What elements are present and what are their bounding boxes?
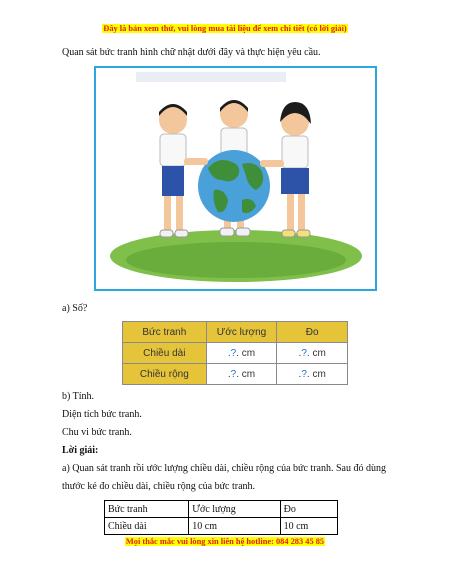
perimeter-item: Chu vi bức tranh.	[62, 427, 132, 438]
header-cell: Ước lượng	[206, 322, 277, 343]
preview-banner-text: Đây là bản xem thử, vui lòng mua tài liệu để xem chi tiết (có lời giải)	[103, 24, 347, 33]
row-label: Chiều rộng	[123, 364, 207, 385]
part-b-label: b) Tính.	[62, 391, 95, 402]
estimate-cell: .?. cm	[206, 343, 277, 364]
unit: cm	[312, 347, 326, 359]
measure-cell: .?. cm	[277, 343, 348, 364]
header-cell: Bức tranh	[105, 501, 189, 518]
solution-heading: Lời giải:	[62, 445, 99, 456]
solution-text-line-1: a) Quan sát tranh rồi ước lượng chiều dài, chiều rộng của bức tranh. Sau đó dùng	[62, 463, 386, 474]
unit: cm	[241, 368, 256, 380]
row-label: Chiều dài	[123, 343, 207, 364]
hotline-banner	[0, 537, 450, 546]
table-cell: 10 cm	[189, 518, 280, 535]
estimate-measure-table	[122, 321, 348, 385]
unit: cm	[312, 368, 326, 380]
solution-text-line-2: thước kẻ đo chiều dài, chiều rộng của bức tranh.	[62, 481, 256, 492]
blank-marker: ?	[301, 347, 307, 359]
globe-icon	[198, 150, 270, 222]
measure-cell: .?. cm	[277, 364, 348, 385]
estimate-cell: .?. cm	[206, 364, 277, 385]
header-cell: Ước lượng	[189, 501, 280, 518]
children-globe-illustration	[96, 68, 375, 289]
intro-text: Quan sát bức tranh hình chữ nhật dưới đây và thực hiện yêu cầu.	[62, 47, 321, 58]
blank-marker: ?	[230, 347, 237, 359]
unit: cm	[241, 347, 256, 359]
hotline-banner-text: Mọi thắc mắc vui lòng xin liên hệ hotline: 084 283 45 85	[125, 537, 325, 546]
header-cell: Đo	[277, 322, 348, 343]
table-header-row	[123, 322, 348, 343]
blank-marker: ?	[301, 368, 307, 380]
table-header-row	[105, 501, 338, 518]
part-a-label: a) Số?	[62, 303, 88, 314]
table-cell: Chiều dài	[105, 518, 189, 535]
solution-table	[104, 500, 338, 535]
table-row	[105, 518, 338, 535]
area-item: Diện tích bức tranh.	[62, 409, 142, 420]
header-cell: Bức tranh	[123, 322, 207, 343]
exercise-picture	[94, 66, 377, 291]
blank-marker: ?	[230, 368, 237, 380]
header-cell: Đo	[280, 501, 337, 518]
table-cell: 10 cm	[280, 518, 337, 535]
table-row	[123, 364, 348, 385]
table-row	[123, 343, 348, 364]
preview-banner	[0, 24, 450, 33]
